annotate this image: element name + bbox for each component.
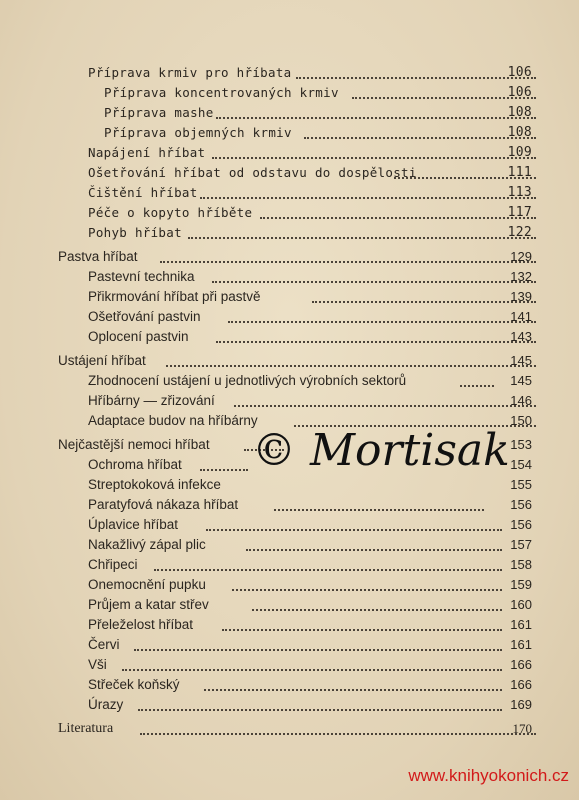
page-number: 161 [510, 617, 532, 632]
toc-page-numbers-row [0, 163, 579, 183]
toc-entry-label: Nejčastější nemoci hříbat [58, 437, 210, 452]
toc-page-numbers-row [0, 475, 579, 495]
toc-entry-label: Příprava mashe [104, 105, 214, 120]
toc-entry-label: Onemocnění pupku [88, 577, 206, 592]
toc-entry-label: Paratyfová nákaza hříbat [88, 497, 239, 512]
toc-entry-label: Zhodnocení ustájení u jednotlivých výrobních sektorů [88, 373, 407, 388]
toc-entry-label: Chřipeci [88, 557, 138, 572]
copyright-watermark: © Mortisak [252, 425, 510, 476]
toc-page-numbers-row [0, 351, 579, 371]
page-number: 106 [507, 65, 532, 80]
toc-entry-label: Streptokoková infekce [88, 477, 221, 492]
page-number: 166 [510, 657, 532, 672]
toc-page-numbers-row [0, 371, 579, 391]
toc-page-numbers-row [0, 615, 579, 635]
toc-entry-label: Hříbárny — zřizování [88, 393, 215, 408]
toc-page-numbers-row [0, 267, 579, 287]
toc-entry-label: Nakažlivý zápal plic [88, 537, 206, 552]
toc-entry-label: Napájení hříbat [88, 145, 206, 160]
toc-entry-label: Příprava krmiv pro hříbata [88, 65, 292, 80]
page-number: 157 [510, 537, 532, 552]
page-number: 143 [510, 329, 532, 344]
page-number: 145 [510, 373, 532, 388]
page-number: 150 [510, 413, 532, 428]
toc-entry-label: Čištění hříbat [88, 185, 198, 200]
toc-entry-label: Pohyb hříbat [88, 225, 182, 240]
toc-page-numbers-row [0, 327, 579, 347]
toc-entry-label: Literatura [58, 721, 114, 736]
toc-page-numbers-row [0, 635, 579, 655]
toc-entry-label: Úrazy [88, 697, 124, 712]
toc-page-numbers-row [0, 495, 579, 515]
page-number: 109 [507, 145, 532, 160]
toc-page-numbers-row [0, 391, 579, 411]
page-number: 166 [510, 677, 532, 692]
page-number: 139 [510, 289, 532, 304]
page-number: 160 [510, 597, 532, 612]
toc-page-numbers-row [0, 535, 579, 555]
toc-page-numbers-row [0, 103, 579, 123]
toc-page-numbers-row [0, 183, 579, 203]
toc-entry-label: Přeleželost hříbat [88, 617, 194, 632]
toc-entry-label: Červi [88, 637, 120, 652]
page-number: 156 [510, 497, 532, 512]
page-number: 154 [510, 457, 532, 472]
toc-entry-label: Pastevní technika [88, 269, 195, 284]
page-number: 169 [510, 697, 532, 712]
page-number: 113 [507, 185, 532, 200]
toc-page-numbers-row [0, 63, 579, 83]
toc-entry-label: Úplavice hříbat [88, 517, 179, 532]
page-number: 161 [510, 637, 532, 652]
toc-entry-label: Přikrmování hříbat při pastvě [88, 289, 261, 304]
toc-entry-label: Příprava koncentrovaných krmiv [104, 85, 339, 100]
page-number: 129 [510, 249, 532, 264]
toc-entry-label: Příprava objemných krmiv [104, 125, 292, 140]
toc-page-numbers-row [0, 655, 579, 675]
toc-entry-label: Střeček koňský [88, 677, 180, 692]
toc-entry-label: Ošetřování hříbat od odstavu do dospělosti [88, 165, 417, 180]
toc-entry-label: Adaptace budov na hříbárny [88, 413, 258, 428]
page-number: 146 [510, 393, 532, 408]
page-number: 155 [510, 477, 532, 492]
toc-entry-label: Průjem a katar střev [88, 597, 209, 612]
page-number: 117 [507, 205, 532, 220]
toc-page-numbers-row [0, 143, 579, 163]
toc-page-numbers-row [0, 695, 579, 715]
toc-entry-label: Péče o kopyto hříběte [88, 205, 253, 220]
toc-page-numbers-row [0, 575, 579, 595]
toc-page-numbers-row [0, 675, 579, 695]
page-number: 141 [510, 309, 532, 324]
toc-entry-label: Oplocení pastvin [88, 329, 189, 344]
page-number: 145 [510, 353, 532, 368]
toc-page-numbers-row [0, 83, 579, 103]
page-number: 158 [510, 557, 532, 572]
page-number: 106 [507, 85, 532, 100]
toc-entry-label: Vši [88, 657, 107, 672]
page-number: 108 [507, 105, 532, 120]
toc-entry-label: Pastva hříbat [58, 249, 138, 264]
toc-page-numbers-row [0, 203, 579, 223]
page-number: 170 [512, 721, 532, 736]
toc-entry-label: Ochroma hříbat [88, 457, 182, 472]
toc-page-numbers-row [0, 223, 579, 243]
toc-page-numbers-row [0, 719, 579, 739]
toc-page-numbers-row [0, 515, 579, 535]
toc-page-numbers-row [0, 247, 579, 267]
toc-page-numbers-row [0, 123, 579, 143]
toc-page-numbers-row [0, 595, 579, 615]
page-number: 122 [507, 225, 532, 240]
page-number: 156 [510, 517, 532, 532]
toc-page-numbers-row [0, 307, 579, 327]
page-number: 153 [510, 437, 532, 452]
page-number: 111 [507, 165, 532, 180]
toc-entry-label: Ošetřování pastvin [88, 309, 201, 324]
toc-page-numbers-row [0, 287, 579, 307]
page-number: 159 [510, 577, 532, 592]
page-number: 132 [510, 269, 532, 284]
toc-entry-label: Ustájení hříbat [58, 353, 146, 368]
website-watermark: www.knihyokonich.cz [408, 766, 569, 785]
page-number: 108 [507, 125, 532, 140]
toc-page-numbers-row [0, 555, 579, 575]
